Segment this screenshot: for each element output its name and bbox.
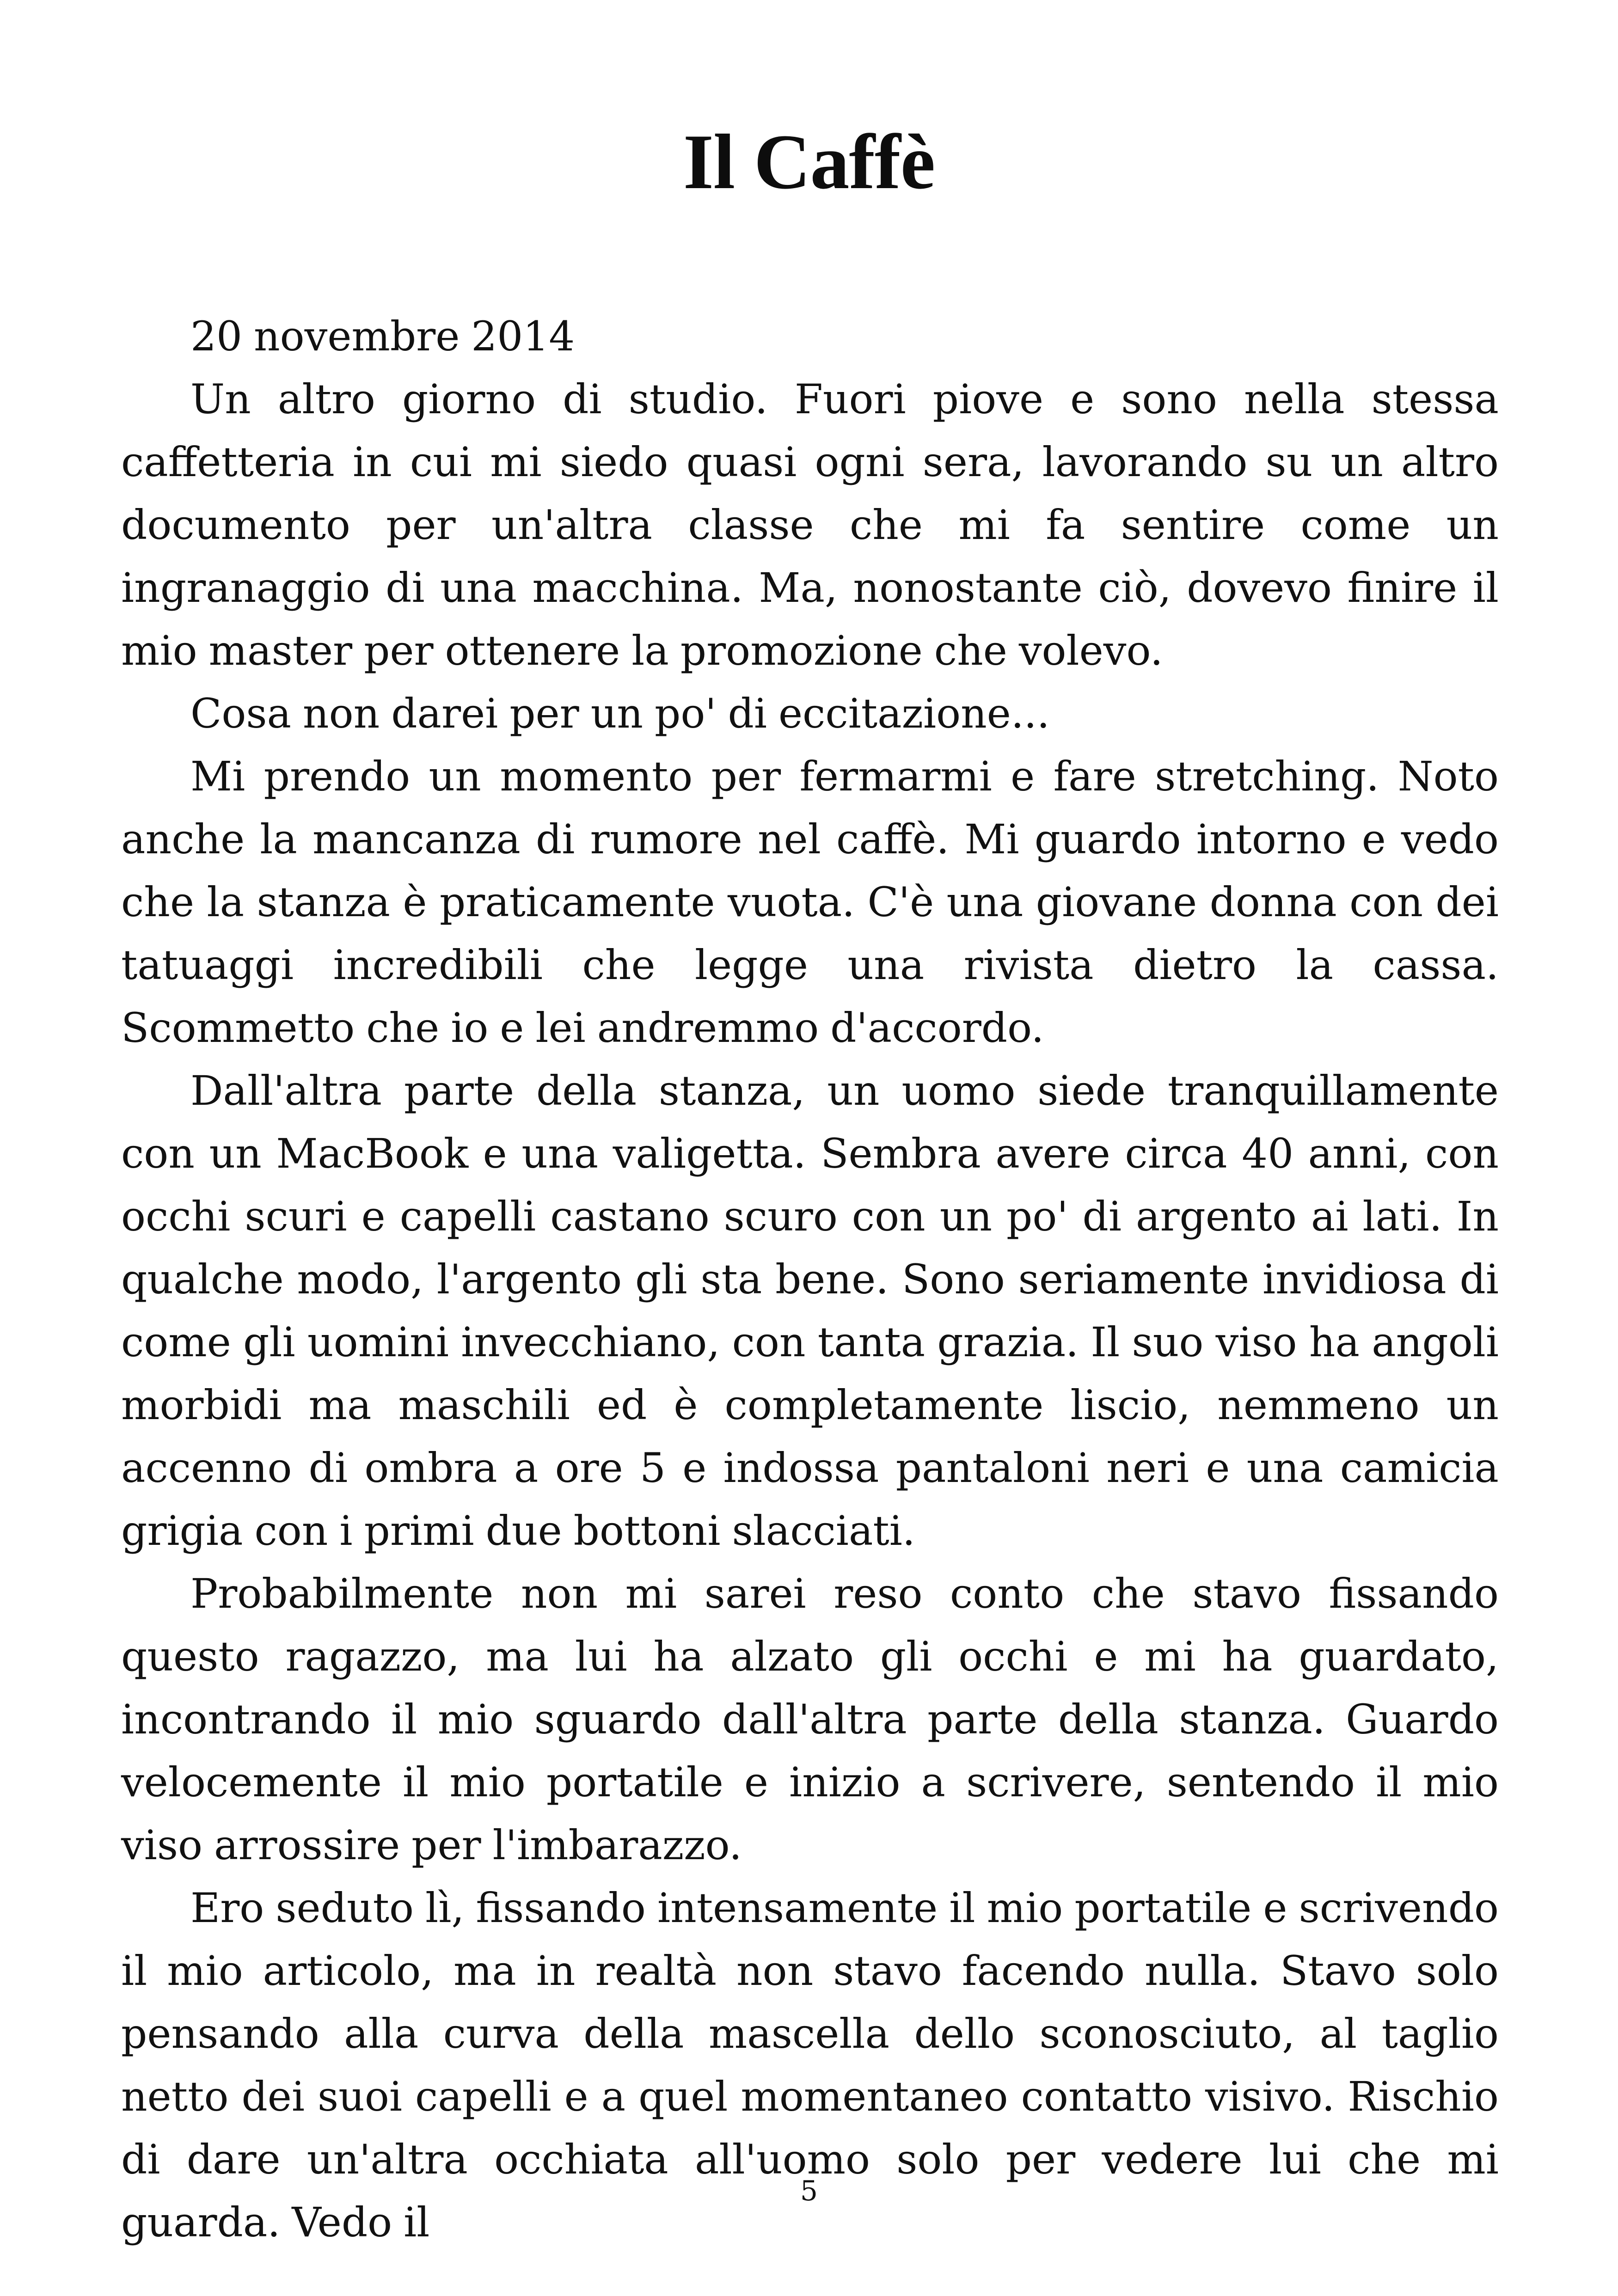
paragraph: Probabilmente non mi sarei reso conto che stavo fissando questo ragazzo, ma lui ha alzato gli occhi e mi ha guardato, incontrando il mio sguardo dall'altra parte della stanza. Guardo velocemente il mio portatile e inizio a scrivere, sentendo il mio viso arrossire per l'imbarazzo. [121, 1570, 1499, 1869]
paragraph: Cosa non darei per un po' di eccitazione... [190, 690, 1050, 737]
paragraph: Dall'altra parte della stanza, un uomo siede tranquillamente con un MacBook e una valigetta. Sembra avere circa 40 anni, con occhi scuri e capelli castano scuro con un po' di argento ai lati. In qualche modo, l'argento gli sta bene. Sono seriamente invidiosa di come gli uomini invecchiano, con tanta grazia. Il suo viso ha angoli morbidi ma maschili ed è completamente liscio, nemmeno un accenno di ombra a ore 5 e indossa pantaloni neri e una camicia grigia con i primi due bottoni slacciati. [121, 1067, 1499, 1555]
chapter-title: Il Caffè [683, 118, 935, 205]
body-text [121, 305, 1499, 2254]
date-line: 20 novembre 2014 [190, 312, 575, 360]
page-number: 5 [800, 2175, 818, 2207]
paragraph: Ero seduto lì, fissando intensamente il mio portatile e scrivendo il mio articolo, ma in realtà non stavo facendo nulla. Stavo solo pensando alla curva della mascella dello sconosciuto, al taglio netto dei suoi capelli e a quel momentaneo contatto visivo. Rischio di dare un'altra occhiata all'uomo solo per vedere lui che mi guarda. Vedo il [121, 1884, 1499, 2246]
paragraph: Un altro giorno di studio. Fuori piove e sono nella stessa caffetteria in cui mi siedo quasi ogni sera, lavorando su un altro documento per un'altra classe che mi fa sentire come un ingranaggio di una macchina. Ma, nonostante ciò, dovevo finire il mio master per ottenere la promozione che volevo. [121, 375, 1499, 674]
paragraph: Mi prendo un momento per fermarmi e fare stretching. Noto anche la mancanza di rumore nel caffè. Mi guardo intorno e vedo che la stanza è praticamente vuota. C'è una giovane donna con dei tatuaggi incredibili che legge una rivista dietro la cassa. Scommetto che io e lei andremmo d'accordo. [121, 753, 1499, 1052]
